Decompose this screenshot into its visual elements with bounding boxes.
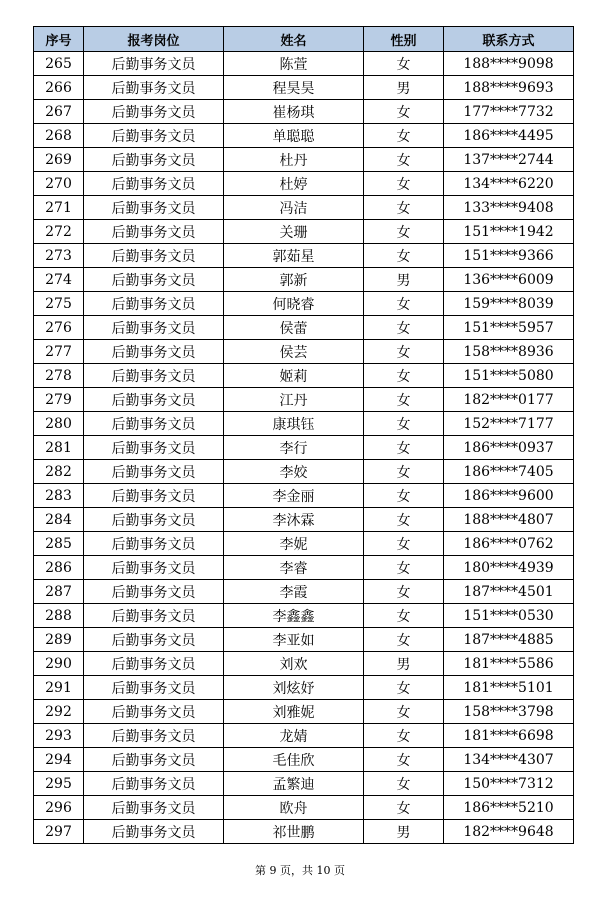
cell-name: 冯洁 <box>224 196 364 220</box>
table-row <box>34 772 574 796</box>
cell-phone: 134****4307 <box>444 748 574 772</box>
cell-post: 后勤事务文员 <box>84 652 224 676</box>
cell-gender: 女 <box>364 292 444 316</box>
cell-no: 270 <box>34 172 84 196</box>
cell-post: 后勤事务文员 <box>84 772 224 796</box>
cell-post: 后勤事务文员 <box>84 388 224 412</box>
table-row <box>34 148 574 172</box>
table-row <box>34 820 574 844</box>
cell-phone: 186****0762 <box>444 532 574 556</box>
cell-name: 李行 <box>224 436 364 460</box>
cell-post: 后勤事务文员 <box>84 340 224 364</box>
table-row <box>34 268 574 292</box>
cell-post: 后勤事务文员 <box>84 292 224 316</box>
cell-gender: 女 <box>364 364 444 388</box>
cell-phone: 182****0177 <box>444 388 574 412</box>
table-body <box>34 52 574 844</box>
cell-phone: 151****0530 <box>444 604 574 628</box>
cell-phone: 137****2744 <box>444 148 574 172</box>
cell-phone: 187****4501 <box>444 580 574 604</box>
cell-no: 269 <box>34 148 84 172</box>
cell-phone: 180****4939 <box>444 556 574 580</box>
header-name: 姓名 <box>224 27 364 52</box>
cell-name: 祁世鹏 <box>224 820 364 844</box>
cell-gender: 女 <box>364 460 444 484</box>
cell-no: 276 <box>34 316 84 340</box>
cell-phone: 151****9366 <box>444 244 574 268</box>
table-row <box>34 244 574 268</box>
cell-phone: 182****9648 <box>444 820 574 844</box>
cell-post: 后勤事务文员 <box>84 436 224 460</box>
cell-post: 后勤事务文员 <box>84 124 224 148</box>
table-row <box>34 436 574 460</box>
cell-phone: 186****5210 <box>444 796 574 820</box>
cell-name: 李睿 <box>224 556 364 580</box>
table-row <box>34 124 574 148</box>
cell-no: 292 <box>34 700 84 724</box>
cell-no: 271 <box>34 196 84 220</box>
table-row <box>34 412 574 436</box>
table-header-row <box>34 27 574 52</box>
cell-no: 284 <box>34 508 84 532</box>
cell-post: 后勤事务文员 <box>84 724 224 748</box>
cell-no: 273 <box>34 244 84 268</box>
cell-name: 刘欢 <box>224 652 364 676</box>
cell-no: 286 <box>34 556 84 580</box>
cell-name: 李霞 <box>224 580 364 604</box>
cell-post: 后勤事务文员 <box>84 148 224 172</box>
cell-gender: 女 <box>364 436 444 460</box>
cell-post: 后勤事务文员 <box>84 364 224 388</box>
cell-name: 欧舟 <box>224 796 364 820</box>
table-row <box>34 532 574 556</box>
cell-post: 后勤事务文员 <box>84 76 224 100</box>
cell-gender: 女 <box>364 580 444 604</box>
table-row <box>34 460 574 484</box>
cell-no: 274 <box>34 268 84 292</box>
cell-phone: 136****6009 <box>444 268 574 292</box>
table-row <box>34 364 574 388</box>
cell-gender: 女 <box>364 772 444 796</box>
cell-phone: 188****9693 <box>444 76 574 100</box>
cell-post: 后勤事务文员 <box>84 196 224 220</box>
cell-phone: 133****9408 <box>444 196 574 220</box>
cell-post: 后勤事务文员 <box>84 52 224 76</box>
cell-name: 李沐霖 <box>224 508 364 532</box>
page-footer: 第 9 页，共 10 页 <box>255 864 345 877</box>
table-row <box>34 196 574 220</box>
cell-gender: 女 <box>364 124 444 148</box>
header-gender: 性别 <box>364 27 444 52</box>
cell-name: 孟繁迪 <box>224 772 364 796</box>
cell-gender: 女 <box>364 676 444 700</box>
cell-post: 后勤事务文员 <box>84 580 224 604</box>
cell-gender: 女 <box>364 316 444 340</box>
table-row <box>34 556 574 580</box>
table-row <box>34 700 574 724</box>
cell-post: 后勤事务文员 <box>84 820 224 844</box>
cell-post: 后勤事务文员 <box>84 100 224 124</box>
cell-gender: 男 <box>364 820 444 844</box>
cell-gender: 女 <box>364 532 444 556</box>
cell-gender: 女 <box>364 748 444 772</box>
cell-name: 毛佳欣 <box>224 748 364 772</box>
cell-gender: 男 <box>364 76 444 100</box>
cell-name: 李鑫鑫 <box>224 604 364 628</box>
cell-post: 后勤事务文员 <box>84 244 224 268</box>
cell-gender: 女 <box>364 244 444 268</box>
cell-no: 266 <box>34 76 84 100</box>
roster-table <box>33 26 574 844</box>
table-row <box>34 76 574 100</box>
cell-phone: 152****7177 <box>444 412 574 436</box>
table-row <box>34 628 574 652</box>
cell-name: 侯蕾 <box>224 316 364 340</box>
cell-gender: 女 <box>364 700 444 724</box>
cell-no: 283 <box>34 484 84 508</box>
cell-name: 侯芸 <box>224 340 364 364</box>
cell-gender: 女 <box>364 628 444 652</box>
cell-phone: 181****5586 <box>444 652 574 676</box>
cell-name: 何晓睿 <box>224 292 364 316</box>
cell-gender: 女 <box>364 724 444 748</box>
cell-post: 后勤事务文员 <box>84 556 224 580</box>
table-row <box>34 652 574 676</box>
cell-name: 李姣 <box>224 460 364 484</box>
cell-no: 293 <box>34 724 84 748</box>
cell-phone: 151****5080 <box>444 364 574 388</box>
cell-name: 杜婷 <box>224 172 364 196</box>
cell-no: 294 <box>34 748 84 772</box>
table-row <box>34 580 574 604</box>
cell-gender: 女 <box>364 148 444 172</box>
cell-no: 288 <box>34 604 84 628</box>
cell-post: 后勤事务文员 <box>84 220 224 244</box>
cell-gender: 女 <box>364 172 444 196</box>
cell-no: 289 <box>34 628 84 652</box>
cell-post: 后勤事务文员 <box>84 412 224 436</box>
cell-name: 杜丹 <box>224 148 364 172</box>
table-row <box>34 508 574 532</box>
cell-phone: 151****1942 <box>444 220 574 244</box>
cell-gender: 男 <box>364 652 444 676</box>
cell-name: 李妮 <box>224 532 364 556</box>
cell-no: 287 <box>34 580 84 604</box>
table-row <box>34 220 574 244</box>
table-row <box>34 604 574 628</box>
cell-name: 刘炫妤 <box>224 676 364 700</box>
cell-no: 277 <box>34 340 84 364</box>
table-row <box>34 340 574 364</box>
cell-no: 272 <box>34 220 84 244</box>
cell-gender: 女 <box>364 556 444 580</box>
cell-name: 康琪钰 <box>224 412 364 436</box>
cell-phone: 187****4885 <box>444 628 574 652</box>
cell-gender: 女 <box>364 604 444 628</box>
cell-no: 268 <box>34 124 84 148</box>
cell-phone: 181****6698 <box>444 724 574 748</box>
cell-no: 278 <box>34 364 84 388</box>
table-row <box>34 292 574 316</box>
header-phone: 联系方式 <box>444 27 574 52</box>
cell-phone: 186****4495 <box>444 124 574 148</box>
cell-name: 关珊 <box>224 220 364 244</box>
cell-post: 后勤事务文员 <box>84 508 224 532</box>
cell-no: 280 <box>34 412 84 436</box>
cell-phone: 158****3798 <box>444 700 574 724</box>
table-row <box>34 172 574 196</box>
cell-post: 后勤事务文员 <box>84 676 224 700</box>
table-row <box>34 316 574 340</box>
cell-name: 郭茹星 <box>224 244 364 268</box>
cell-gender: 女 <box>364 388 444 412</box>
cell-gender: 男 <box>364 268 444 292</box>
cell-no: 267 <box>34 100 84 124</box>
cell-name: 陈萱 <box>224 52 364 76</box>
cell-post: 后勤事务文员 <box>84 748 224 772</box>
cell-no: 275 <box>34 292 84 316</box>
cell-no: 279 <box>34 388 84 412</box>
header-no: 序号 <box>34 27 84 52</box>
cell-no: 291 <box>34 676 84 700</box>
cell-post: 后勤事务文员 <box>84 460 224 484</box>
cell-name: 李金丽 <box>224 484 364 508</box>
cell-post: 后勤事务文员 <box>84 268 224 292</box>
cell-phone: 159****8039 <box>444 292 574 316</box>
cell-name: 郭新 <box>224 268 364 292</box>
cell-no: 265 <box>34 52 84 76</box>
cell-no: 297 <box>34 820 84 844</box>
cell-post: 后勤事务文员 <box>84 484 224 508</box>
cell-no: 296 <box>34 796 84 820</box>
cell-gender: 女 <box>364 508 444 532</box>
cell-no: 281 <box>34 436 84 460</box>
cell-no: 282 <box>34 460 84 484</box>
cell-phone: 186****7405 <box>444 460 574 484</box>
cell-gender: 女 <box>364 340 444 364</box>
cell-phone: 186****0937 <box>444 436 574 460</box>
table-row <box>34 676 574 700</box>
cell-name: 江丹 <box>224 388 364 412</box>
cell-name: 程昊昊 <box>224 76 364 100</box>
cell-phone: 134****6220 <box>444 172 574 196</box>
cell-post: 后勤事务文员 <box>84 172 224 196</box>
cell-name: 单聪聪 <box>224 124 364 148</box>
cell-no: 285 <box>34 532 84 556</box>
table-row <box>34 388 574 412</box>
cell-post: 后勤事务文员 <box>84 532 224 556</box>
cell-gender: 女 <box>364 52 444 76</box>
cell-post: 后勤事务文员 <box>84 604 224 628</box>
cell-name: 刘雅妮 <box>224 700 364 724</box>
cell-name: 姬莉 <box>224 364 364 388</box>
cell-post: 后勤事务文员 <box>84 628 224 652</box>
cell-post: 后勤事务文员 <box>84 700 224 724</box>
table-row <box>34 484 574 508</box>
header-post: 报考岗位 <box>84 27 224 52</box>
cell-post: 后勤事务文员 <box>84 316 224 340</box>
cell-phone: 188****4807 <box>444 508 574 532</box>
table-row <box>34 100 574 124</box>
table-row <box>34 52 574 76</box>
table-row <box>34 748 574 772</box>
table-row <box>34 724 574 748</box>
cell-name: 龙婧 <box>224 724 364 748</box>
cell-no: 295 <box>34 772 84 796</box>
cell-gender: 女 <box>364 412 444 436</box>
cell-gender: 女 <box>364 796 444 820</box>
table-row <box>34 796 574 820</box>
cell-no: 290 <box>34 652 84 676</box>
cell-gender: 女 <box>364 100 444 124</box>
cell-phone: 177****7732 <box>444 100 574 124</box>
cell-gender: 女 <box>364 220 444 244</box>
cell-name: 李亚如 <box>224 628 364 652</box>
cell-phone: 150****7312 <box>444 772 574 796</box>
cell-name: 崔杨琪 <box>224 100 364 124</box>
cell-phone: 186****9600 <box>444 484 574 508</box>
cell-gender: 女 <box>364 196 444 220</box>
cell-phone: 188****9098 <box>444 52 574 76</box>
cell-phone: 151****5957 <box>444 316 574 340</box>
cell-gender: 女 <box>364 484 444 508</box>
cell-post: 后勤事务文员 <box>84 796 224 820</box>
cell-phone: 181****5101 <box>444 676 574 700</box>
cell-phone: 158****8936 <box>444 340 574 364</box>
